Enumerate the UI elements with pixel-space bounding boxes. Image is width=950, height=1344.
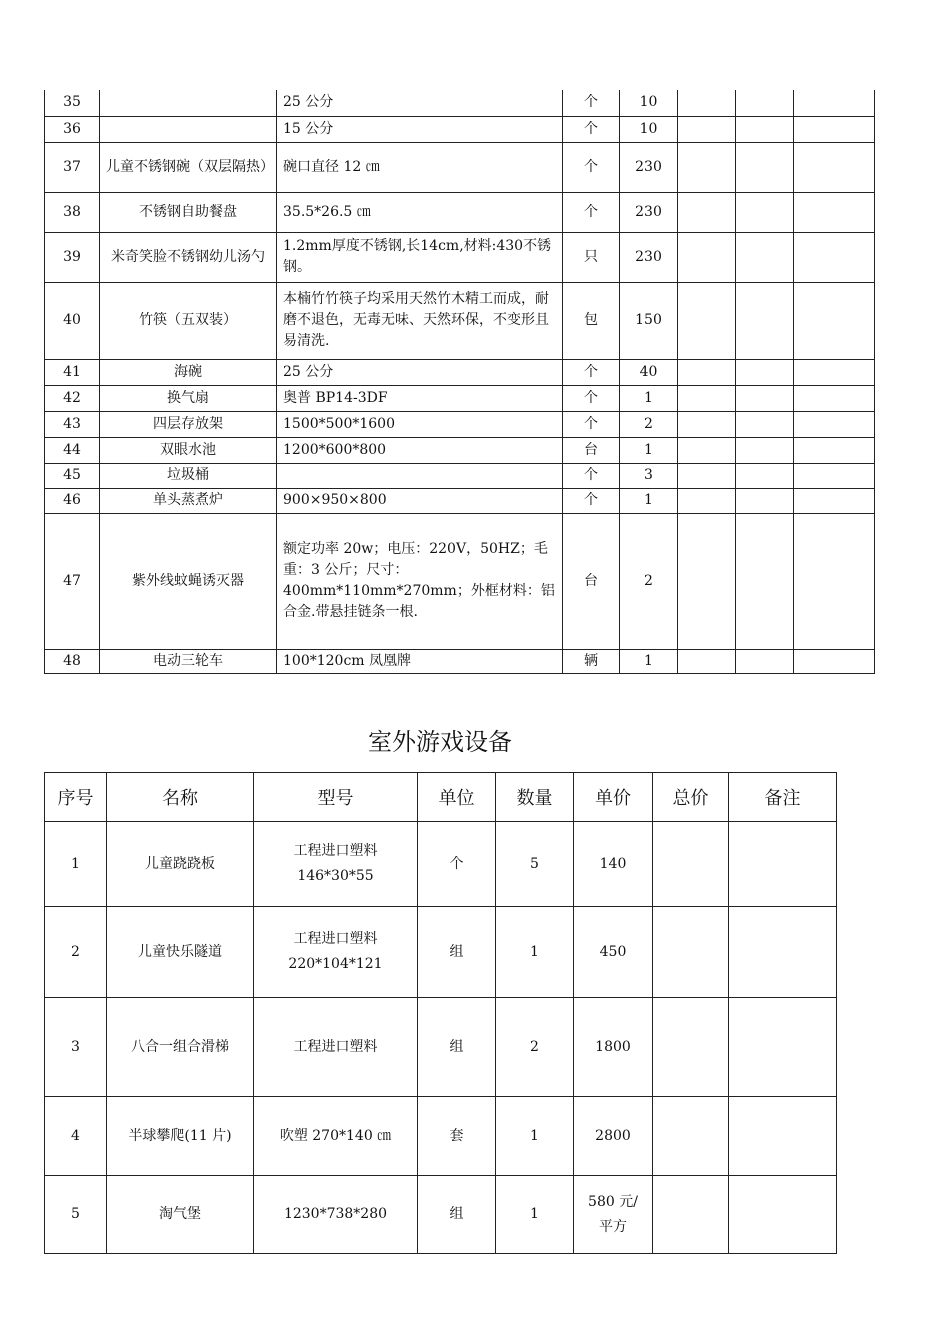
header-unit: 单位 <box>418 773 496 822</box>
item-unit: 台 <box>563 513 620 649</box>
item-quantity: 230 <box>620 232 678 282</box>
item-remark <box>729 1097 837 1176</box>
table-row <box>45 649 875 673</box>
item-name: 单头蒸煮炉 <box>100 488 277 513</box>
item-spec: 100*120cm 凤凰牌 <box>277 649 563 673</box>
item-quantity: 5 <box>496 822 574 907</box>
item-name: 儿童不锈钢碗（双层隔热） <box>100 142 277 192</box>
header-price: 单价 <box>574 773 653 822</box>
item-unit: 包 <box>563 282 620 359</box>
item-unit: 个 <box>563 142 620 192</box>
item-name <box>100 116 277 142</box>
table-row <box>45 998 837 1097</box>
item-total-price <box>736 282 794 359</box>
item-total-price <box>736 90 794 116</box>
table-row <box>45 411 875 437</box>
item-spec: 1200*600*800 <box>277 437 563 463</box>
table-row <box>45 907 837 998</box>
item-remark <box>794 232 875 282</box>
table-row <box>45 142 875 192</box>
header-total: 总价 <box>653 773 729 822</box>
item-total-price <box>736 142 794 192</box>
row-number: 5 <box>45 1176 107 1254</box>
item-spec: 25 公分 <box>277 359 563 385</box>
item-model: 1230*738*280 <box>254 1176 418 1254</box>
row-number: 2 <box>45 907 107 998</box>
item-total-price <box>736 437 794 463</box>
row-number: 3 <box>45 998 107 1097</box>
item-unit-price <box>678 192 736 232</box>
item-unit: 只 <box>563 232 620 282</box>
item-unit-price <box>678 649 736 673</box>
item-model: 工程进口塑料 146*30*55 <box>254 822 418 907</box>
item-unit: 个 <box>563 192 620 232</box>
item-quantity: 1 <box>620 385 678 411</box>
item-total-price <box>736 411 794 437</box>
item-quantity: 1 <box>620 437 678 463</box>
item-unit-price <box>678 116 736 142</box>
item-remark <box>794 463 875 488</box>
item-unit: 个 <box>563 116 620 142</box>
item-quantity: 1 <box>496 1097 574 1176</box>
item-spec: 1500*500*1600 <box>277 411 563 437</box>
table-row <box>45 463 875 488</box>
table-row <box>45 90 875 116</box>
item-total-price <box>736 232 794 282</box>
item-remark <box>729 1176 837 1254</box>
row-number: 47 <box>45 513 100 649</box>
item-model: 工程进口塑料 220*104*121 <box>254 907 418 998</box>
item-quantity: 10 <box>620 90 678 116</box>
header-name: 名称 <box>107 773 254 822</box>
row-number: 37 <box>45 142 100 192</box>
row-number: 40 <box>45 282 100 359</box>
item-spec: 本楠竹竹筷子均采用天然竹木精工而成，耐磨不退色，无毒无味、天然环保，不变形且易清洗. <box>277 282 563 359</box>
table-row <box>45 822 837 907</box>
item-name: 米奇笑脸不锈钢幼儿汤勺 <box>100 232 277 282</box>
item-total-price <box>736 463 794 488</box>
row-number: 1 <box>45 822 107 907</box>
item-remark <box>794 513 875 649</box>
row-number: 46 <box>45 488 100 513</box>
item-unit-price <box>678 385 736 411</box>
item-name: 淘气堡 <box>107 1176 254 1254</box>
table-row <box>45 359 875 385</box>
item-name: 双眼水池 <box>100 437 277 463</box>
item-unit: 个 <box>563 90 620 116</box>
item-unit: 套 <box>418 1097 496 1176</box>
item-unit: 个 <box>563 359 620 385</box>
item-unit-price: 580 元/ 平方 <box>574 1176 653 1254</box>
item-quantity: 230 <box>620 192 678 232</box>
item-unit-price <box>678 488 736 513</box>
item-remark <box>794 411 875 437</box>
item-name: 海碗 <box>100 359 277 385</box>
item-remark <box>794 649 875 673</box>
item-spec: 碗口直径 12 ㎝ <box>277 142 563 192</box>
item-unit-price <box>678 142 736 192</box>
row-number: 38 <box>45 192 100 232</box>
item-unit: 个 <box>563 385 620 411</box>
item-model: 工程进口塑料 <box>254 998 418 1097</box>
item-unit-price <box>678 90 736 116</box>
table-row <box>45 488 875 513</box>
item-quantity: 150 <box>620 282 678 359</box>
item-unit-price: 450 <box>574 907 653 998</box>
item-spec: 35.5*26.5 ㎝ <box>277 192 563 232</box>
item-name: 换气扇 <box>100 385 277 411</box>
header-no: 序号 <box>45 773 107 822</box>
item-spec: 1.2mm厚度不锈钢,长14cm,材料:430不锈钢。 <box>277 232 563 282</box>
table-row <box>45 1176 837 1254</box>
row-number: 39 <box>45 232 100 282</box>
item-spec: 奥普 BP14-3DF <box>277 385 563 411</box>
item-unit-price: 1800 <box>574 998 653 1097</box>
item-unit-price <box>678 232 736 282</box>
item-quantity: 40 <box>620 359 678 385</box>
item-quantity: 1 <box>620 649 678 673</box>
item-spec: 900×950×800 <box>277 488 563 513</box>
row-number: 45 <box>45 463 100 488</box>
outdoor-equipment-table <box>44 772 837 1254</box>
header-row <box>45 773 837 822</box>
item-unit: 个 <box>563 411 620 437</box>
row-number: 36 <box>45 116 100 142</box>
item-quantity: 2 <box>620 513 678 649</box>
item-remark <box>794 437 875 463</box>
item-name <box>100 90 277 116</box>
item-unit-price: 140 <box>574 822 653 907</box>
item-total-price <box>736 488 794 513</box>
row-number: 48 <box>45 649 100 673</box>
item-remark <box>794 282 875 359</box>
item-model: 吹塑 270*140 ㎝ <box>254 1097 418 1176</box>
table-row <box>45 282 875 359</box>
item-name: 竹筷（五双装） <box>100 282 277 359</box>
item-quantity: 2 <box>496 998 574 1097</box>
table-row <box>45 437 875 463</box>
row-number: 43 <box>45 411 100 437</box>
item-quantity: 1 <box>496 907 574 998</box>
item-remark <box>794 359 875 385</box>
table-row <box>45 116 875 142</box>
item-total-price <box>736 385 794 411</box>
item-name: 半球攀爬(11 片) <box>107 1097 254 1176</box>
header-qty: 数量 <box>496 773 574 822</box>
equipment-table-continued <box>44 90 875 674</box>
item-unit: 组 <box>418 1176 496 1254</box>
row-number: 4 <box>45 1097 107 1176</box>
item-remark <box>794 488 875 513</box>
item-quantity: 230 <box>620 142 678 192</box>
item-total-price <box>653 998 729 1097</box>
item-spec: 额定功率 20w；电压：220V，50HZ；毛重：3 公斤；尺寸：400mm*110mm*270mm；外框材料：铝合金.带悬挂链条一根. <box>277 513 563 649</box>
item-remark <box>794 90 875 116</box>
item-total-price <box>736 116 794 142</box>
table-row <box>45 385 875 411</box>
item-total-price <box>736 359 794 385</box>
item-unit-price <box>678 359 736 385</box>
item-unit-price <box>678 282 736 359</box>
table-row <box>45 513 875 649</box>
row-number: 44 <box>45 437 100 463</box>
item-name: 四层存放架 <box>100 411 277 437</box>
item-name: 紫外线蚊蝇诱灭器 <box>100 513 277 649</box>
item-name: 八合一组合滑梯 <box>107 998 254 1097</box>
item-quantity: 1 <box>620 488 678 513</box>
item-total-price <box>736 649 794 673</box>
item-unit-price <box>678 411 736 437</box>
item-total-price <box>653 1097 729 1176</box>
item-name: 不锈钢自助餐盘 <box>100 192 277 232</box>
item-unit: 组 <box>418 998 496 1097</box>
item-total-price <box>653 907 729 998</box>
section-title: 室外游戏设备 <box>368 728 512 756</box>
item-unit: 组 <box>418 907 496 998</box>
item-unit-price <box>678 463 736 488</box>
item-remark <box>729 822 837 907</box>
item-remark <box>794 116 875 142</box>
row-number: 42 <box>45 385 100 411</box>
item-unit: 台 <box>563 437 620 463</box>
item-unit-price <box>678 437 736 463</box>
item-unit: 个 <box>563 463 620 488</box>
item-unit-price: 2800 <box>574 1097 653 1176</box>
item-name: 垃圾桶 <box>100 463 277 488</box>
header-remark: 备注 <box>729 773 837 822</box>
item-name: 儿童跷跷板 <box>107 822 254 907</box>
item-name: 儿童快乐隧道 <box>107 907 254 998</box>
row-number: 41 <box>45 359 100 385</box>
item-total-price <box>653 1176 729 1254</box>
item-quantity: 2 <box>620 411 678 437</box>
row-number: 35 <box>45 90 100 116</box>
item-remark <box>794 192 875 232</box>
item-name: 电动三轮车 <box>100 649 277 673</box>
item-remark <box>729 907 837 998</box>
item-unit: 个 <box>418 822 496 907</box>
item-remark <box>794 142 875 192</box>
item-total-price <box>736 513 794 649</box>
item-spec <box>277 463 563 488</box>
item-quantity: 1 <box>496 1176 574 1254</box>
item-total-price <box>736 192 794 232</box>
item-quantity: 3 <box>620 463 678 488</box>
item-total-price <box>653 822 729 907</box>
item-quantity: 10 <box>620 116 678 142</box>
item-remark <box>794 385 875 411</box>
item-unit-price <box>678 513 736 649</box>
item-remark <box>729 998 837 1097</box>
table-row <box>45 192 875 232</box>
item-unit: 个 <box>563 488 620 513</box>
header-model: 型号 <box>254 773 418 822</box>
table-row <box>45 232 875 282</box>
item-spec: 25 公分 <box>277 90 563 116</box>
item-spec: 15 公分 <box>277 116 563 142</box>
item-unit: 辆 <box>563 649 620 673</box>
table-row <box>45 1097 837 1176</box>
